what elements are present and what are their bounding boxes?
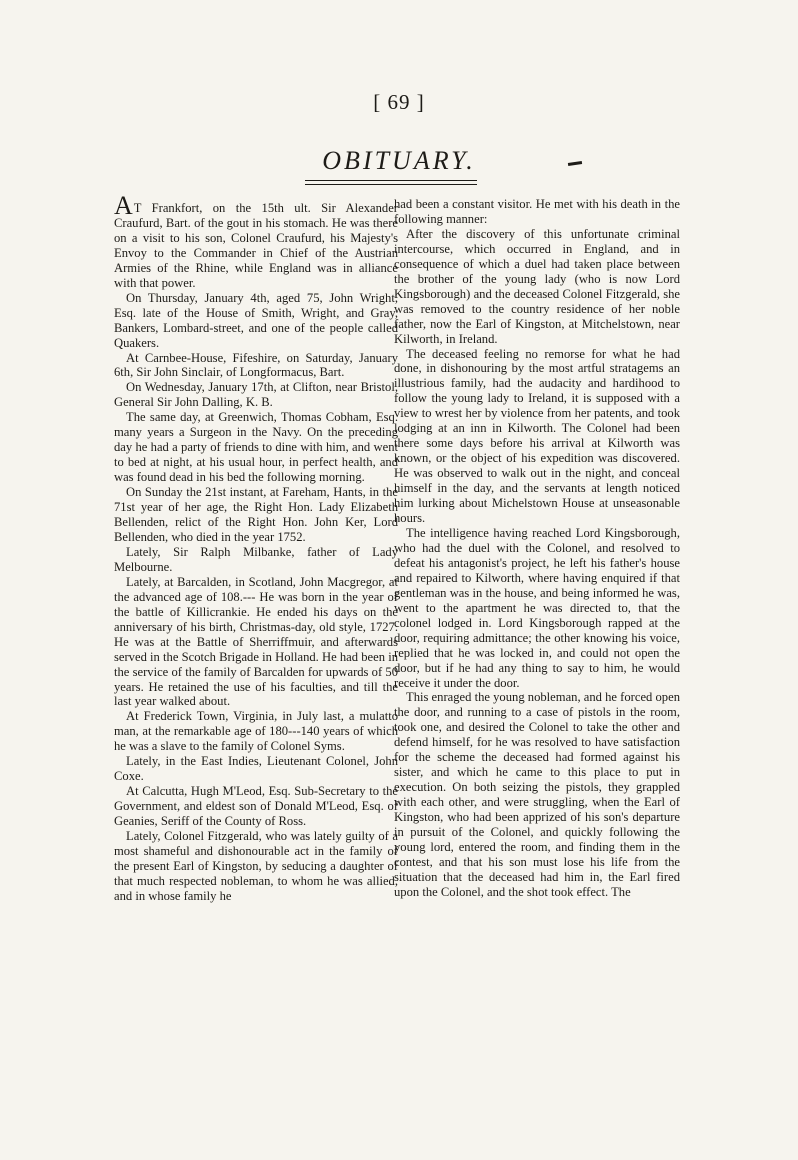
obituary-paragraph xyxy=(394,347,680,526)
obituary-paragraph xyxy=(114,545,398,575)
paragraph-text: T Frankfort, on the 15th ult. Sir Alexander Craufurd, Bart. of the gout in his stomach. He was there on a visit to his son, Colonel Craufurd, his Majesty's Envoy to the Commander in Chief of the Austrian Armies of the Rhine, while England was in alliance with that power. xyxy=(114,201,398,290)
obituary-paragraph xyxy=(114,829,398,904)
drop-cap: A xyxy=(114,191,133,220)
obituary-paragraph xyxy=(394,197,680,227)
obituary-paragraph xyxy=(114,191,398,291)
paragraph-text: After the discovery of this unfortunate criminal intercourse, which occurred in England, and in consequence of which a duel had taken place between the brother of the young lady (who is now Lord Kingsborough) and the deceased Colonel Fitzgerald, she was removed to the country residence of her noble father, now the Earl of Kingston, at Mitchelstown, near Kilworth, in Ireland. xyxy=(394,226,680,346)
paragraph-text: The same day, at Greenwich, Thomas Cobham, Esq. many years a Surgeon in the Navy. On the preceding day he had a party of friends to dine with him, and went to bed at night, at his usual hour, in perfect health, and was found dead in his bed the following morning. xyxy=(114,410,398,485)
obituary-paragraph xyxy=(114,784,398,829)
obituary-paragraph xyxy=(114,575,398,710)
obituary-paragraph xyxy=(394,526,680,690)
paragraph-text: At Calcutta, Hugh M'Leod, Esq. Sub-Secretary to the Government, and eldest son of Donald M'Leod, Esq. of Geanies, Seriff of the County of Ross. xyxy=(114,784,398,829)
obituary-paragraph xyxy=(394,690,680,899)
obituary-paragraph xyxy=(114,754,398,784)
paragraph-text: Lately, Colonel Fitzgerald, who was lately guilty of a most shameful and dishonourable act in the family of the present Earl of Kingston, by seducing a daughter of that much respected nobleman, to whom he was allied, and in whose family he xyxy=(114,829,398,903)
obituary-paragraph xyxy=(114,351,398,381)
paragraph-text: On Wednesday, January 17th, at Clifton, near Bristol, General Sir John Dalling, K. B. xyxy=(114,380,398,410)
page-heading: OBITUARY. xyxy=(322,146,476,175)
left-column xyxy=(114,191,398,904)
paragraph-text: On Sunday the 21st instant, at Fareham, Hants, in the 71st year of her age, the Right Hon. Lady Elizabeth Bellenden, relict of the Right Hon. John Ker, Lord Bellenden, who died in the year 1752. xyxy=(114,485,398,544)
obituary-paragraph xyxy=(114,709,398,754)
paragraph-text: This enraged the young nobleman, and he forced open the door, and running to a case of pistols in the room, took one, and desired the Colonel to take the other and defend himself, for he was resolved to have satisfaction for the scheme the deceased had formed against his sister, and which he came to this place to put in execution. On both seizing the pistols, they grappled with each other, and were struggling, when the Earl of Kingston, who had been apprized of his son's departure in pursuit of the Colonel, and quickly following the young lord, entered the room, and finding them in the contest, and that his son must lose his life from the situation that the deceased had him in, the Earl fired upon the Colonel, and the shot took effect. The xyxy=(394,690,680,899)
paragraph-text: had been a constant visitor. He met with his death in the following manner: xyxy=(394,197,680,226)
obituary-paragraph xyxy=(114,410,398,485)
obituary-paragraph xyxy=(114,291,398,351)
paragraph-text: The intelligence having reached Lord Kingsborough, who had the duel with the Colonel, and resolved to defeat his antagonist's project, he left his father's house and repaired to Kilworth, where having enquired if that gentleman was in the house, and being informed he was, went to the apartment he was directed to, that the colonel lodged in. Lord Kingsborough rapped at the door, requiring admittance; the other knowing his voice, replied that he was locked in, and could not open the door, but if he had any thing to say to him, he would receive it under the door. xyxy=(394,525,680,690)
obituary-paragraph xyxy=(394,227,680,347)
right-column xyxy=(394,197,680,900)
obituary-paragraph xyxy=(114,485,398,545)
obituary-paragraph xyxy=(114,380,398,410)
paragraph-text: On Thursday, January 4th, aged 75, John Wright, Esq. late of the House of Smith, Wright, and Gray, Bankers, Lombard-street, and one of the people called Quakers. xyxy=(114,290,398,350)
heading-rule-bottom xyxy=(305,184,477,185)
paragraph-text: At Carnbee-House, Fifeshire, on Saturday, January 6th, Sir John Sinclair, of Longformacus, Bart. xyxy=(114,350,398,380)
paragraph-text: The deceased feeling no remorse for what he had done, in dishonouring by the most artful stratagems an illustrious family, had the audacity and hardihood to follow the young lady to Ireland, it is supposed with a view to wrest her by violence from her patents, and took lodging at an inn in Kilworth. The Colonel had been there some days before his arrival at Kilworth was known, or the object of his expedition was discovered. He was observed to walk out in the night, and conceal himself in the day, and the servants at length noticed him lurking about Michelstown House at unseasonable hours. xyxy=(394,346,680,526)
heading-rule-top xyxy=(305,180,477,181)
paragraph-text: Lately, in the East Indies, Lieutenant Colonel, John Coxe. xyxy=(114,754,398,784)
paragraph-text: Lately, at Barcalden, in Scotland, John Macgregor, at the advanced age of 108.--- He was born in the year of the battle of Killicrankie. He ended his days on the anniversary of his birth, Christmas-day, old style, 1727. He was at the Battle of Sherriffmuir, and afterwards served in the Scotch Brigade in Holland. He had been in the service of the family of Barcalden for upwards of 50 years. He retained the use of his faculties, and till the last year walked about. xyxy=(114,574,398,709)
page-number: [ 69 ] xyxy=(373,90,425,114)
paragraph-text: At Frederick Town, Virginia, in July last, a mulatto man, at the remarkable age of 180---140 years of which he was a slave to the family of Colonel Syms. xyxy=(114,709,398,754)
paragraph-text: Lately, Sir Ralph Milbanke, father of Lady Melbourne. xyxy=(114,544,398,574)
